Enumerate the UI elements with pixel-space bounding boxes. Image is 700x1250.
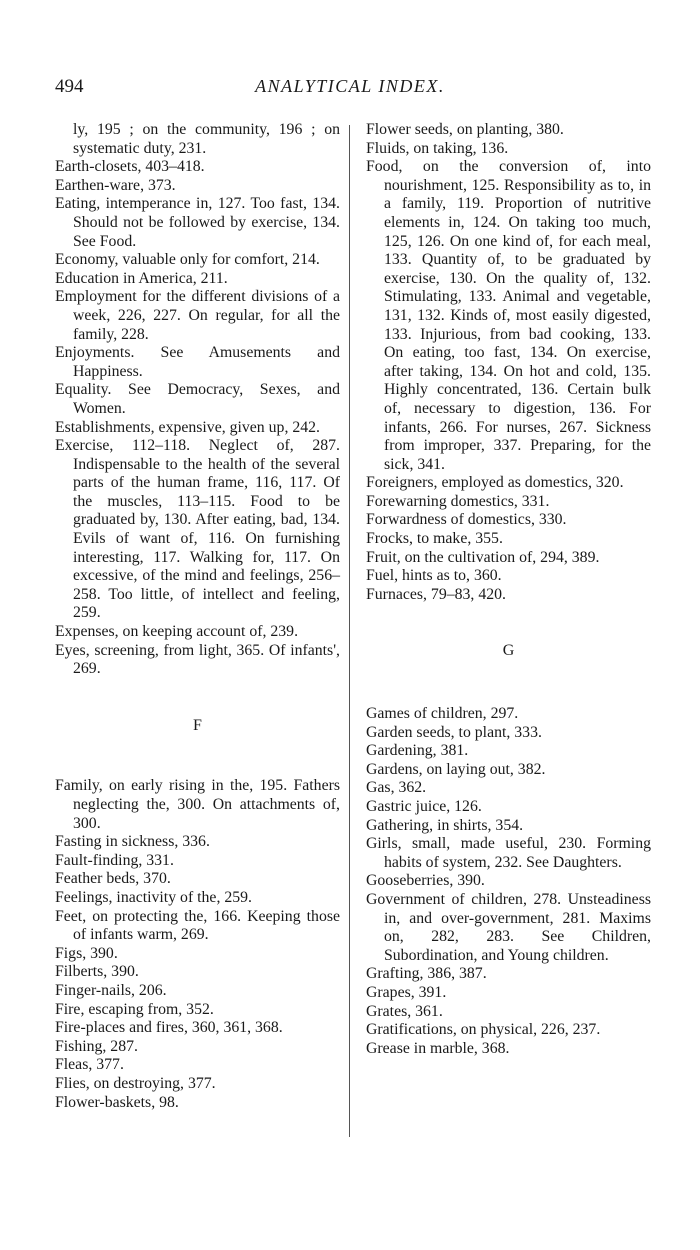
index-entry: Government of children, 278. Unsteadiness in, and over-government, 281. Maxims on, 282, 283. See Children, Subordination, and Young children. (366, 890, 651, 964)
index-entry: Family, on early rising in the, 195. Fathers neglecting the, 300. On attachments of, 300. (55, 777, 340, 832)
index-entry: Fasting in sickness, 336. (55, 833, 210, 851)
index-entry: Exercise, 112–118. Neglect of, 287. Indispensable to the health of the several parts of the human frame, 116, 117. Of the muscles, 113–115. Food to be graduated by, 130. After eating, bad, 134. Evils of want of, 116. On furnishing interesting, 117. Walking for, 117. On excessive, of the mind and feelings, 256–258. Too little, of intellect and feeling, 259. (55, 437, 340, 622)
index-entry: Frocks, to make, 355. (366, 530, 503, 548)
index-entry: Fault-finding, 331. (55, 851, 174, 869)
right-column (366, 121, 651, 1058)
section-letter-g: G (502, 642, 515, 660)
index-entry: Figs, 390. (55, 944, 118, 962)
index-entry: Fleas, 377. (55, 1056, 124, 1074)
index-entry: Equality. See Democracy, Sexes, and Women. (55, 381, 340, 417)
index-entry: Flower seeds, on planting, 380. (366, 121, 564, 138)
index-entry: Gratifications, on physical, 226, 237. (366, 1021, 601, 1039)
page-number: 494 (55, 76, 84, 97)
index-entry: Feather beds, 370. (55, 870, 171, 888)
index-entry: Fire-places and fires, 360, 361, 368. (55, 1019, 283, 1037)
index-entry: Grafting, 386, 387. (366, 965, 487, 983)
index-entry: Fluids, on taking, 136. (366, 139, 509, 157)
e-entries (55, 158, 340, 679)
running-head: ANALYTICAL INDEX. (255, 76, 445, 96)
index-entry: Forwardness of domestics, 330. (366, 511, 567, 529)
index-entry: Gardening, 381. (366, 742, 469, 760)
index-entry: Earthen-ware, 373. (55, 176, 176, 194)
index-entry: Grates, 361. (366, 1002, 443, 1020)
index-entry: Gas, 362. (366, 779, 427, 797)
index-entry: Employment for the different divisions of a week, 226, 227. On regular, for all the family, 228. (55, 288, 340, 343)
section-letter-f: F (193, 716, 202, 734)
index-entry: Filberts, 390. (55, 963, 139, 981)
index-entry: Finger-nails, 206. (55, 981, 167, 999)
index-entry: Forewarning domestics, 331. (366, 492, 550, 510)
index-entry: Enjoyments. See Amusements and Happiness. (55, 344, 340, 380)
index-entry: Flower-baskets, 98. (55, 1093, 179, 1111)
index-entry: Food, on the conversion of, into nourishment, 125. Responsibility as to, in a family, 119. Proportion of nutritive elements in, 124. On taking too much, 125, 126. On one kind of, for each meal, 133. Quantity of, to be graduated by exercise, 130. On the quality of, 132. Stimulating, 133. Animal and vegetable, 131, 132. Kinds of, most easily digested, 133. Injurious, from bad cooking, 133. On eating, too fast, 134. On exercise, after taking, 134. On hot and cold, 135. Highly concentrated, 136. Certain bulk of, necessary to digestion, 136. For infants, 266. For nurses, 267. Sickness from improper, 337. Preparing, for the sick, 341. (366, 158, 651, 473)
f-entries-continued (366, 121, 651, 604)
index-entry: Eyes, screening, from light, 365. Of infants', 269. (55, 641, 340, 678)
index-entry: Girls, small, made useful, 230. Forming habits of system, 232. See Daughters. (366, 835, 651, 871)
index-entry: Eating, intemperance in, 127. Too fast, 134. Should not be followed by exercise, 134. See Food. (55, 195, 340, 250)
index-entry: Fruit, on the cultivation of, 294, 389. (366, 548, 600, 566)
index-entry: Foreigners, employed as domestics, 320. (366, 474, 624, 492)
index-entry: Fire, escaping from, 352. (55, 1000, 214, 1018)
index-entry: Establishments, expensive, given up, 242. (55, 418, 320, 436)
index-entry: Earth-closets, 403–418. (55, 158, 205, 176)
index-entry: Gooseberries, 390. (366, 872, 485, 890)
index-entry: Furnaces, 79–83, 420. (366, 585, 506, 603)
f-entries (55, 777, 340, 1112)
index-entry: Games of children, 297. (366, 705, 519, 723)
index-entry: Feet, on protecting the, 166. Keeping those of infants warm, 269. (55, 907, 340, 944)
g-entries (366, 705, 651, 1058)
index-entry: Economy, valuable only for comfort, 214. (55, 251, 320, 269)
index-entry: Flies, on destroying, 377. (55, 1074, 216, 1092)
index-entry: Gathering, in shirts, 354. (366, 816, 524, 834)
index-entry: Gastric juice, 126. (366, 798, 482, 815)
continued-entry: ly, 195 ; on the community, 196 ; on systematic duty, 231. (73, 121, 340, 157)
index-entry: Grapes, 391. (366, 983, 447, 1001)
index-entry: Fuel, hints as to, 360. (366, 567, 502, 585)
index-entry: Fishing, 287. (55, 1037, 138, 1055)
column-divider (349, 125, 350, 1137)
index-entry: Expenses, on keeping account of, 239. (55, 623, 299, 641)
left-column (55, 121, 340, 1112)
index-entry: Garden seeds, to plant, 333. (366, 723, 542, 741)
index-entry: Gardens, on laying out, 382. (366, 760, 546, 778)
index-entry: Grease in marble, 368. (366, 1039, 510, 1057)
index-entry: Education in America, 211. (55, 269, 228, 287)
index-entry: Feelings, inactivity of the, 259. (55, 888, 252, 906)
